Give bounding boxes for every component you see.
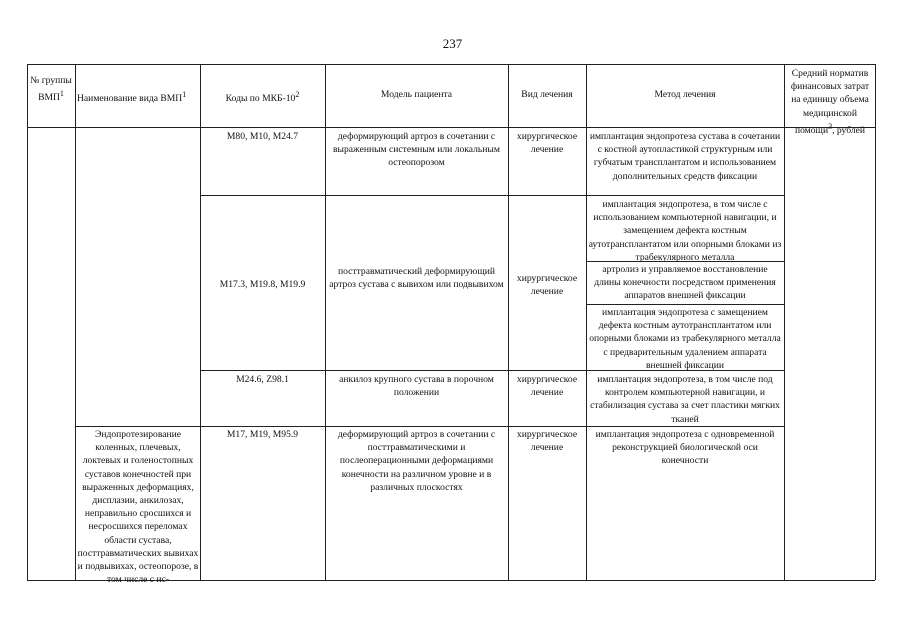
header-bottom-border [27, 127, 875, 128]
row-icd-codes: M17, M19, M95.9 [226, 429, 299, 440]
row-treatment-type: хирургическое лечение [516, 131, 578, 156]
column-border [75, 64, 76, 580]
page-top-edge [0, 0, 905, 4]
row-treatment-method: имплантация эндопротеза с замещением дефекта костным аутотрансплантатом или опорными блоками из трабекулярного металла с предварительным удалением аппарата внешней фиксации [589, 307, 781, 371]
row-icd-codes: M17.3, M19.8, M19.9 [219, 279, 306, 290]
column-border [875, 64, 876, 580]
header-icd-codes: Коды по МКБ-$10^2$ [225, 90, 300, 105]
row-icd-codes: M24.6, Z98.1 [236, 374, 289, 385]
column-border [200, 64, 201, 580]
column-border [586, 64, 587, 580]
row-treatment-type: хирургическое лечение [516, 429, 578, 454]
method-divider [586, 304, 784, 305]
row-treatment-type: хирургическое лечение [516, 374, 578, 399]
page-number: 237 [442, 36, 463, 51]
column-border [27, 64, 28, 580]
row-treatment-method: имплантация эндопротеза, в том числе с использованием компьютерной навигации, и замещением дефекта костным аутотрансплантатом или опорными блоками из трабекулярного металла [588, 199, 782, 263]
row-treatment-method: артролиз и управляемое восстановление длины конечности посредством применения аппаратов внешней фиксации [594, 264, 776, 302]
row-divider [75, 426, 784, 427]
row-patient-model: деформирующий артроз в сочетании с выраженным системным или локальным остеопорозом [333, 131, 500, 169]
row-treatment-type: хирургическое лечение [516, 273, 578, 298]
header-group-number: № группы ВМП$^1$ [30, 75, 72, 104]
row-vmp-name: Эндопротезирование коленных, плечевых, локтевых и голеностопных суставов конечностей при выраженных деформациях, дисплазии, анкилозах, неправильно сросшихся и несросшихся переломах области сустава, посттравматических вывихах и подвывихах, остеопорозе, в том числе с ис- [77, 429, 199, 586]
header-cost-norm: Средний норматив финансовых затрат на единицу объема медицинской помощи$^3$, рублей [790, 68, 870, 136]
header-treatment-type: Вид лечения [521, 89, 573, 100]
header-vmp-name: Наименование вида ВМП$^1$ [77, 90, 187, 105]
column-border [784, 64, 785, 580]
row-patient-model: деформирующий артроз в сочетании с посттравматическими и послеоперационными деформациями конечности на различном уровне и в различных плоскостях [337, 429, 496, 493]
row-divider [200, 195, 784, 196]
column-border [325, 64, 326, 580]
row-patient-model: анкилоз крупного сустава в порочном положении [339, 374, 494, 399]
row-treatment-method: имплантация эндопротеза сустава в сочетании с костной аутопластикой структурным или губчатым трансплантатом и использованием дополнительных средств фиксации [589, 131, 781, 182]
header-treatment-method: Метод лечения [654, 89, 716, 100]
header-patient-model: Модель пациента [380, 89, 453, 100]
row-treatment-method: имплантация эндопротеза, в том числе под контролем компьютерной навигации, и стабилизация сустава за счет пластики мягких тканей [590, 374, 780, 425]
row-patient-model: посттравматический деформирующий артроз сустава с вывихом или подвывихом [329, 266, 504, 291]
table-top-border [27, 64, 875, 65]
column-border [508, 64, 509, 580]
row-treatment-method: имплантация эндопротеза с одновременной реконструкцией биологической оси конечности [595, 429, 775, 467]
row-icd-codes: M80, M10, M24.7 [226, 131, 299, 142]
